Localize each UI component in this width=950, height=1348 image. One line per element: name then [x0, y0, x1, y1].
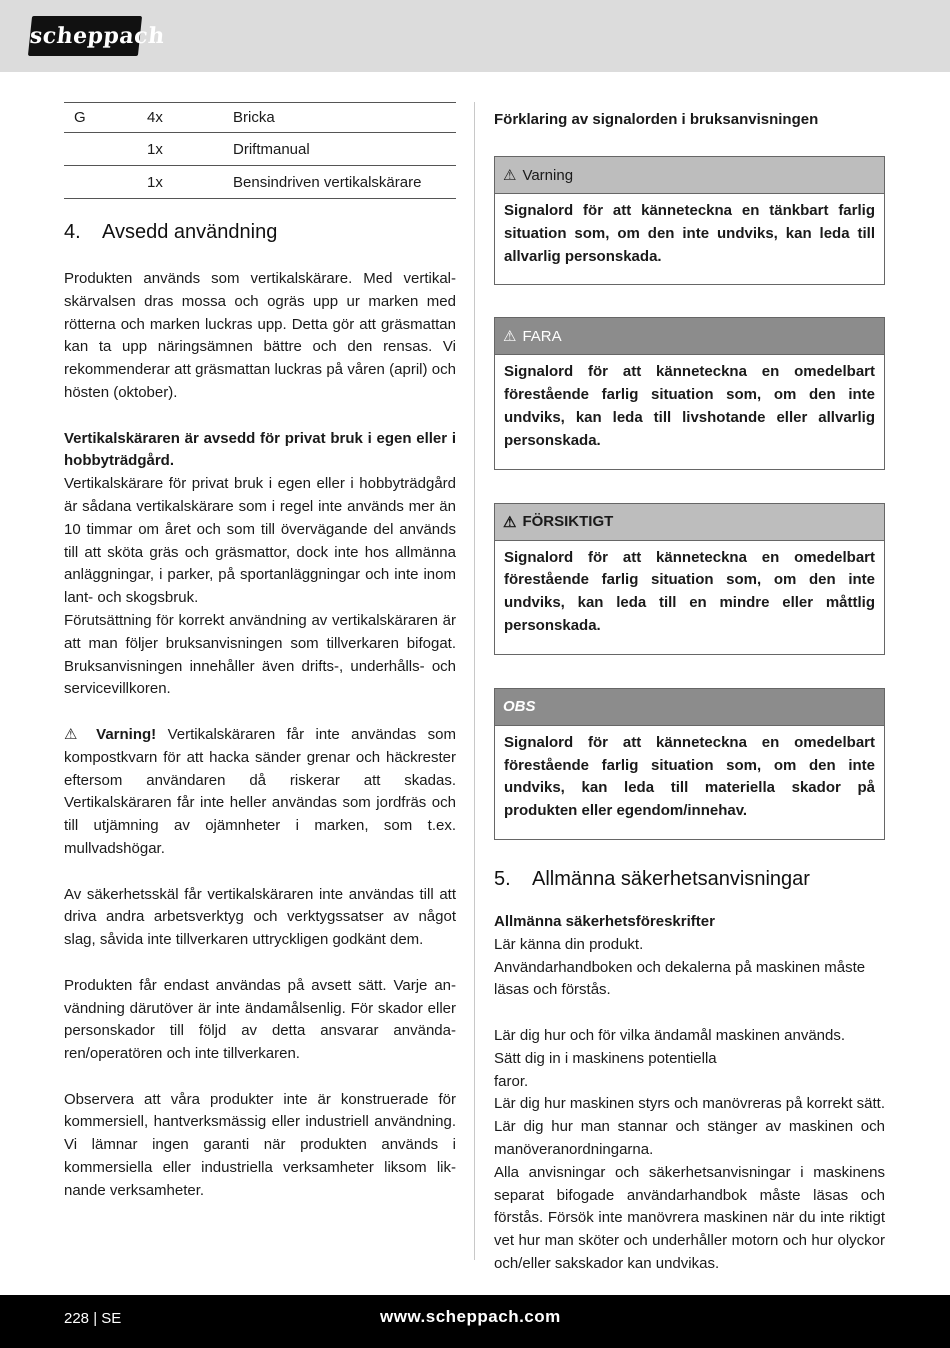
part-name: Bricka [233, 109, 275, 126]
paragraph: Sätt dig in i maskinens potentiella [494, 1049, 717, 1067]
website-url: www.scheppach.com [380, 1307, 561, 1326]
signal-label: FARA [522, 327, 562, 345]
section-5-heading [494, 868, 885, 891]
part-name: Bensindriven vertikalskärare [233, 173, 422, 191]
paragraph-bold: Vertikalskäraren är avsedd för privat bruk i egen eller i hobbyträdgård. [64, 429, 456, 470]
signal-label: OBS [503, 698, 536, 716]
table-row [64, 103, 456, 133]
left-column [64, 102, 456, 1203]
part-qty: 1x [147, 140, 163, 158]
signal-label: Varning [522, 166, 574, 184]
subsection-title: Allmänna säkerhetsföreskrifter [494, 912, 715, 930]
table-row [64, 166, 456, 199]
signal-box-text: Signalord för att känneteckna en omedelbart förestående farlig situation som, om den inte undviks, kan leda till en mindre eller måttlig personskada. [504, 548, 875, 634]
signal-label: FÖRSIKTIGT [522, 513, 614, 531]
signal-words-title: Förklaring av signalorden i bruksanvisningen [494, 111, 819, 128]
paragraph: Lär dig hur maskinen styrs och manövreras på korrekt sätt. Lär dig hur man stannar och stänger av maskinen och manöveranordningarna. [494, 1095, 885, 1158]
scheppach-logo: scheppach [28, 16, 142, 56]
warning-label: Varning! [96, 725, 157, 743]
warning-triangle-icon: ⚠ [503, 328, 517, 346]
table-row [64, 133, 456, 166]
paragraph: Förutsättning för korrekt användning av vertikalskäraren är att man följer bruksanvisningen som tillverkaren bifogat. Bruksanvisningen innehåller även drifts-, underhålls- och servicevillkoren. [64, 611, 456, 698]
page-footer [0, 1295, 950, 1348]
warning-triangle-icon: ⚠ [503, 513, 517, 531]
paragraph: Vertikalskärare för privat bruk i egen eller i hobbyträdgård är sådana vertikalskärare som i regel inte används mer än 10 timmar om året och som till övervägande del används till att sköta gräs och gräsmattor, dock inte hos allmänna anläggningar, i parker, på sportanläggningar och inte inom lant- och skogsbruk. [64, 475, 456, 607]
section-title: Avsedd användning [102, 221, 278, 243]
section-number: 5. [494, 867, 511, 890]
signal-box-caution [494, 503, 885, 655]
right-column [494, 102, 885, 1276]
warning-text: Vertikalskäraren får inte användas som kompostkvarn för att hacka sänder grenar och häckrester eftersom användaren då riskerar att skadas. Vertikalskäraren får inte heller användas som jordfräs och till utjämning av ojämnheter i marken, som t.ex. mullvadshögar. [64, 725, 456, 857]
warning-icon: ⚠ [64, 725, 85, 743]
paragraph: Av säkerhetsskäl får vertikalskäraren inte användas till att driva andra arbetsverktyg och verktygssatser av något slag, såvida inte tillverkaren uttryckligen godkänt dem. [64, 885, 456, 949]
signal-box-header [495, 157, 884, 194]
signal-box-danger [494, 317, 885, 469]
page-header [0, 0, 950, 72]
warning-triangle-icon: ⚠ [503, 167, 517, 184]
paragraph: faror. [494, 1072, 529, 1090]
part-pos: G [74, 109, 86, 126]
signal-box-text: Signalord för att känneteckna en omedelbart förestående farlig situation som, om den inte undviks, kan leda till livshotande eller allvarlig personskada. [504, 363, 875, 449]
part-pos [64, 166, 144, 199]
signal-box-warning [494, 156, 885, 285]
signal-box-text: Signalord för att känneteckna en omedelbart förestående farlig situation som, om den inte undviks, kan leda till materiella skador på produkten eller egendom/innehav. [504, 733, 875, 820]
page-number: 228 | SE [64, 1310, 122, 1327]
paragraph: Alla anvisningar och säkerhetsanvisningar i maskinens separat bifogade användarhandbok måste läsas och förstås. Försök inte manövrera maskinen när du inte riktigt vet hur man sköter och underhåller motorn och hur olyckor och/eller sakskador kan undvikas. [494, 1163, 885, 1272]
paragraph: Lär dig hur och för vilka ändamål maskinen används. [494, 1026, 846, 1044]
signal-box-text: Signalord för att kännetecknа en tänkbart farlig situation som, om den inte undviks, kan leda till allvarlig personskada. [504, 202, 875, 265]
paragraph: Användarhandboken och dekalerna på maskinen måste läsas och förstås. [494, 958, 866, 999]
part-name: Driftmanual [233, 140, 310, 158]
signal-box-notice [494, 688, 885, 840]
section-number: 4. [64, 221, 81, 243]
column-divider [474, 102, 475, 1260]
part-qty: 1x [147, 173, 163, 191]
warning-paragraph [64, 724, 456, 861]
signal-box-header [495, 504, 884, 541]
signal-box-header [495, 689, 884, 726]
signal-box-header [495, 318, 884, 355]
section-4-heading [64, 221, 456, 244]
paragraph: Lär känna din produkt. [494, 935, 644, 953]
parts-table [64, 102, 456, 199]
paragraph: Produkten får endast användas på avsett sätt. Varje användning därutöver är inte ändamålsenlig. För skador eller personskador till följd av detta ansvarar användaren/operatören och inte tillverkaren. [64, 976, 456, 1063]
paragraph: Observera att våra produkter inte är konstruerade för kommersiell, hantverksmässig eller industriell användning. Vi lämnar ingen garanti när produkten används i kommersiella eller industriella verksamheter liksom liknande verksamheter. [64, 1090, 456, 1199]
part-pos [64, 133, 144, 166]
part-qty: 4x [147, 109, 163, 126]
section-title: Allmänna säkerhetsanvisningar [532, 867, 810, 890]
paragraph: Produkten används som vertikalskärare. Med vertikalskärvalsen dras mossa och ogräs upp ur marken med rötterna och marken luckras upp. Detta gör att gräsmattan kan ta upp näringsämnen bättre och den rensas. Vi rekommenderar att gräsmattan luckras på våren (april) och hösten (oktober). [64, 270, 456, 401]
